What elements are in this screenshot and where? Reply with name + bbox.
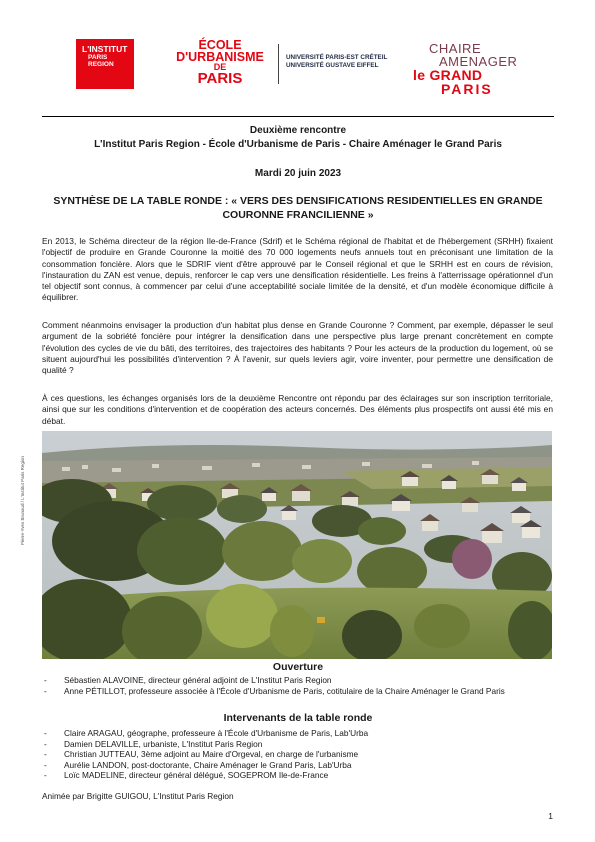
ecole-urbanisme-paris-logo: ÉCOLE D'URBANISME DE PARIS <box>176 38 264 87</box>
ouverture-list <box>42 675 554 696</box>
institut-paris-region-logo: L'INSTITUT PARIS REGION <box>76 39 134 89</box>
header-divider <box>42 116 554 117</box>
list-item: - Claire ARAGAU, géographe, professeure à l'École d'Urbanisme de Paris, Lab'Urba <box>44 728 369 738</box>
photo-credit: Pierre-Yves Brunaud / L'Institut Paris Region <box>20 456 25 545</box>
intro-paragraph-2: Comment néanmoins envisager la production d'un habitat plus dense en Grande Couronne ? Comment, par exemple, dépasser le seul argument de la sobriété foncière pour intégrer la densification dans une perspective plus large prenant concrètement en compte l'évolution des cycles de vie du bâti, des territoires, des trajectoires des habitants ? Pour les acteurs de la production du logement, où se situent aujourd'hui les possibilités d'intervention ? À l'avenir, sur quels leviers agir, voire inventer, pour permettre une densification de qualité ? <box>42 320 553 376</box>
universites-logo: UNIVERSITÉ PARIS-EST CRÉTEIL UNIVERSITÉ GUSTAVE EIFFEL <box>278 44 387 84</box>
suburban-landscape-photo <box>42 431 552 659</box>
list-item: - Damien DELAVILLE, urbaniste, L'Institut Paris Region <box>44 738 263 749</box>
list-item: - Christian JUTTEAU, 3ème adjoint au Maire d'Orgeval, en charge de l'urbanisme <box>44 749 359 759</box>
intervenants-list <box>42 728 554 781</box>
ouverture-title: Ouverture <box>272 661 324 673</box>
list-item: - Anne PÉTILLOT, professeure associée à l'École d'Urbanisme de Paris, cotitulaire de la Chaire Aménager le Grand Paris <box>44 685 505 696</box>
event-title: Deuxième rencontre <box>249 125 347 136</box>
list-item: - Aurélie LANDON, post-doctorante, Chaire Aménager le Grand Paris, Lab'Urba <box>44 759 352 770</box>
page-number: 1 <box>548 811 553 821</box>
intro-paragraph-3: À ces questions, les échanges organisés lors de la deuxième Rencontre ont répondu par des éclairages sur son inscription territoriale, ainsi que sur les conditions d'intervention et de coopération des acteurs concernés. Des éléments plus prospectifs ont aussi été mis en débat. <box>42 393 553 426</box>
event-date: Mardi 20 juin 2023 <box>254 168 342 179</box>
logo-bar <box>0 36 595 100</box>
list-item: - Sébastien ALAVOINE, directeur général adjoint de L'Institut Paris Region <box>44 675 332 685</box>
organizers-line: L'Institut Paris Region - École d'Urbanisme de Paris - Chaire Aménager le Grand Paris <box>94 139 502 150</box>
synthesis-title: SYNTHÈSE DE LA TABLE RONDE : « VERS DES DENSIFICATIONS RESIDENTIELLES EN GRANDE COURONNE FRANCILIENNE » <box>53 195 543 221</box>
chaire-amenager-logo: CHAIRE AMENAGER le GRAND PARIS <box>413 41 518 97</box>
intro-paragraph-1: En 2013, le Schéma directeur de la région Ile-de-France (Sdrif) et le Schéma régional de l'habitat et de l'hébergement (SRHH) fixaient l'objectif de produire en Grande Couronne la moitié des 70 000 logements neufs annuels tout en préconisant une limitation de la consommation foncière. Alors que le SDRIF vient d'être approuvé par le Conseil régional et que le SRHH est en cours de révision, l'instauration du ZAN est venue, depuis, renforcer le cap vers une densification résidentielle. Les freins à l'atterrissage opérationnel d'un tel objectif sont connus, à commencer par celui d'une acceptabilité sociale limitée de la densité, et d'un modèle économique difficile à équilibrer. <box>42 236 553 303</box>
moderator-line: Animée par Brigitte GUIGOU, L'Institut Paris Region <box>42 791 234 801</box>
list-item: - Loïc MADELINE, directeur général délégué, SOGEPROM Ile-de-France <box>44 770 329 780</box>
intervenants-title: Intervenants de la table ronde <box>223 712 373 724</box>
